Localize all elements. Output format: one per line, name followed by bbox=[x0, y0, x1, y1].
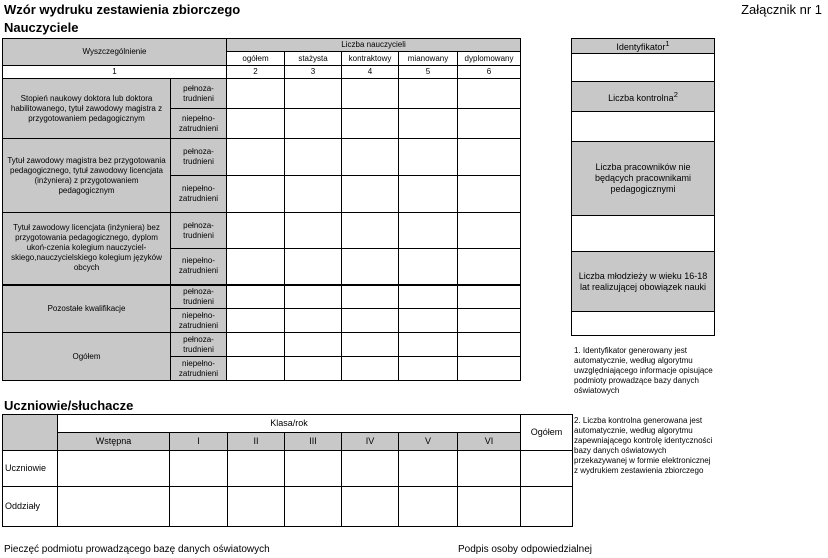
non-teachers-label: Liczba pracowników nie będących pracownikami pedagogicznymi bbox=[572, 142, 715, 216]
row-label-bachelor: Tytuł zawodowy licencjata (inżyniera) bez przygotowania pedagogicznego, dyplom ukoń-czenia kolegium nauczyciel-skiego,nauczycielskiego kolegium języków obcych bbox=[3, 213, 171, 285]
full-time-label: pełnoza-trudnieni bbox=[171, 139, 227, 176]
teachers-table bbox=[2, 38, 521, 381]
row-label-students: Uczniowie bbox=[3, 451, 58, 487]
part-time-label: niepełno-zatrudnieni bbox=[171, 176, 227, 213]
footnote-1: 1. Identyfikator generowany jest automatycznie, według algorytmu uwzględniającego informacje opisujące podmioty prowadzące bazy danych oświatowych bbox=[574, 346, 713, 395]
col-spec-header: Wyszczególnienie bbox=[3, 39, 227, 66]
full-time-label: pełnoza-trudnieni bbox=[171, 79, 227, 109]
row-label-other: Pozostałe kwalifikacje bbox=[3, 285, 171, 333]
side-table bbox=[571, 38, 715, 336]
col-header-trainee: stażysta bbox=[285, 52, 342, 66]
students-heading: Uczniowie/słuchacze bbox=[4, 398, 134, 413]
row-label-total: Ogółem bbox=[3, 333, 171, 381]
col-num-3: 3 bbox=[285, 66, 342, 79]
class-col-6: VI bbox=[458, 433, 521, 451]
full-time-label: pełnoza-trudnieni bbox=[171, 333, 227, 357]
col-header-chartered: dyplomowany bbox=[458, 52, 521, 66]
full-time-label: pełnoza-trudnieni bbox=[171, 285, 227, 309]
col-num-4: 4 bbox=[342, 66, 399, 79]
annex-label: Załącznik nr 1 bbox=[741, 2, 822, 17]
row-label-classes: Oddziały bbox=[3, 487, 58, 527]
control-number-value bbox=[572, 112, 715, 142]
non-teachers-value bbox=[572, 216, 715, 252]
col-num-5: 5 bbox=[399, 66, 458, 79]
teachers-heading: Nauczyciele bbox=[4, 20, 79, 35]
students-total-header: Ogółem bbox=[521, 415, 573, 451]
footnote-2: 2. Liczba kontrolna generowana jest automatycznie, według algorytmu zapewniającego kontrolę identyczności bazy danych oświatowych przekazywanej w formie elektronicznej z wydrukiem zestawienia zbiorczego bbox=[574, 416, 713, 475]
stamp-label: Pieczęć podmiotu prowadzącego bazę danych oświatowych bbox=[4, 544, 270, 555]
col-count-header: Liczba nauczycieli bbox=[227, 39, 521, 52]
part-time-label: niepełno-zatrudnieni bbox=[171, 309, 227, 333]
col-header-total: ogółem bbox=[227, 52, 285, 66]
signature-label: Podpis osoby odpowiedzialnej bbox=[458, 544, 592, 555]
part-time-label: niepełno-zatrudnieni bbox=[171, 109, 227, 139]
col-num-2: 2 bbox=[227, 66, 285, 79]
col-header-contract: kontraktowy bbox=[342, 52, 399, 66]
part-time-label: niepełno-zatrudnieni bbox=[171, 249, 227, 285]
class-col-2: II bbox=[228, 433, 285, 451]
row-label-doctor: Stopień naukowy doktora lub doktora habilitowanego, tytuł zawodowy magistra z przygotowaniem pedagogicznym bbox=[3, 79, 171, 139]
students-table bbox=[2, 414, 573, 527]
identifier-value bbox=[572, 54, 715, 82]
control-number-label: Liczba kontrolna$^2$ bbox=[572, 82, 715, 112]
col-num-6: 6 bbox=[458, 66, 521, 79]
class-col-1: I bbox=[170, 433, 228, 451]
youth-value bbox=[572, 312, 715, 336]
page-title: Wzór wydruku zestawienia zbiorczego bbox=[4, 2, 241, 17]
class-col-3: III bbox=[285, 433, 342, 451]
students-corner bbox=[3, 415, 58, 451]
identifier-label: Identyfikator$^1$ bbox=[572, 39, 715, 54]
class-col-intro: Wstępna bbox=[58, 433, 170, 451]
part-time-label: niepełno-zatrudnieni bbox=[171, 357, 227, 381]
class-header: Klasa/rok bbox=[58, 415, 521, 433]
col-header-appointed: mianowany bbox=[399, 52, 458, 66]
full-time-label: pełnoza-trudnieni bbox=[171, 213, 227, 249]
class-col-4: IV bbox=[342, 433, 399, 451]
youth-label: Liczba młodzieży w wieku 16-18 lat realizującej obowiązek nauki bbox=[572, 252, 715, 312]
row-label-master: Tytuł zawodowy magistra bez przygotowania pedagogicznego, tytuł zawodowy licencjata (inżyniera) z przygotowaniem pedagogicznym bbox=[3, 139, 171, 213]
col-num-1: 1 bbox=[3, 66, 227, 79]
class-col-5: V bbox=[399, 433, 458, 451]
